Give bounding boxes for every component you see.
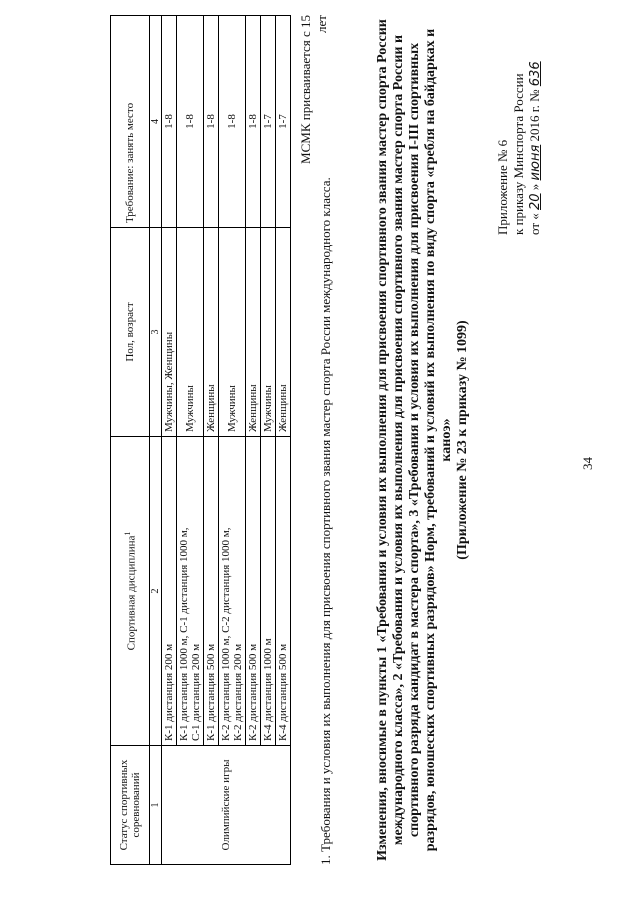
place-cell: 1-8: [204, 16, 219, 228]
appendix-line-2: к приказу Минспорта России: [511, 73, 526, 235]
table-row: [276, 16, 291, 865]
discipline-cell: [246, 437, 261, 746]
place-cell: 1-8: [162, 16, 177, 228]
status-cell: Олимпийские игры: [162, 746, 291, 865]
header-sex-age: Пол, возраст: [111, 228, 150, 437]
place-cell: 1-7: [276, 16, 291, 228]
sex-cell: Мужчины: [177, 228, 204, 437]
sex-cell: Женщины: [204, 228, 219, 437]
table-row: [162, 16, 177, 865]
requirements-table: [110, 15, 291, 865]
table-header-row: [111, 16, 150, 865]
date-month: июня: [528, 144, 543, 181]
discipline-cell: [204, 437, 219, 746]
appendix-header: [495, 15, 544, 235]
place-cell: 1-8: [177, 16, 204, 228]
discipline-cell: [276, 437, 291, 746]
sex-cell: Женщины: [276, 228, 291, 437]
table-row: [204, 16, 219, 865]
appendix-date-line: [527, 15, 544, 235]
msmk-note: МСМК присваивается с 15 лет: [298, 15, 329, 164]
place-cell: 1-7: [261, 16, 276, 228]
sex-cell: Мужчины: [261, 228, 276, 437]
header-requirement: Требование: занять место: [111, 16, 150, 228]
column-number: 4: [150, 16, 162, 228]
date-year: 2016 г. №: [527, 89, 542, 142]
discipline-line: К-1 дистанция 200 м: [163, 643, 175, 741]
appendix-line-1: Приложение № 6: [495, 139, 510, 235]
discipline-line: К-1 дистанция 1000 м, С-1 дистанция 1000 м,: [178, 527, 190, 741]
title-text: Изменения, вносимые в пункты 1 «Требования и условия их выполнения для присвоения спортивного звания мастер спорта России международного класса», 2 «Требования и условия их выполнения для присвоения спортивного звания мастер спорта России и спортивного разряда кандидат в мастера спорта», 3 «Требования и условия их выполнения для присвоения I-III спортивных разрядов, юношеских спортивных разрядов» Норм, требований и условий их выполнения по виду спорта «гребля на байдарках и каноэ»: [375, 19, 454, 861]
table-row: [246, 16, 261, 865]
discipline-cell: [261, 437, 276, 746]
table-row: [261, 16, 276, 865]
discipline-line: К-4 дистанция 1000 м: [262, 638, 274, 741]
discipline-line: К-1 дистанция 500 м: [205, 643, 217, 741]
order-number: 636: [528, 61, 543, 87]
place-cell: 1-8: [246, 16, 261, 228]
column-number: 1: [150, 746, 162, 865]
discipline-line: С-1 дистанция 200 м: [190, 643, 202, 741]
header-discipline-text: Спортивная дисциплина: [125, 535, 138, 651]
column-number: 3: [150, 228, 162, 437]
column-number: 2: [150, 437, 162, 746]
footnote-mark: 1: [122, 531, 132, 536]
discipline-cell: [162, 437, 177, 746]
discipline-line: К-4 дистанция 500 м: [277, 643, 289, 741]
title-subtitle: (Приложение № 23 к приказу № 1099): [455, 320, 470, 560]
header-discipline: [111, 437, 150, 746]
table-row: [219, 16, 246, 865]
sex-cell: Женщины: [246, 228, 261, 437]
date-prefix: от «: [527, 213, 542, 235]
discipline-cell: [177, 437, 204, 746]
discipline-cell: [219, 437, 246, 746]
sex-cell: Мужчины, Женщины: [162, 228, 177, 437]
place-cell: 1-8: [219, 16, 246, 228]
sex-cell: Мужчины: [219, 228, 246, 437]
rotated-page: [20, 5, 620, 885]
table-row: [177, 16, 204, 865]
header-status: Статус спортивных соревнований: [111, 746, 150, 865]
discipline-line: К-2 дистанция 1000 м, С-2 дистанция 1000 м,: [220, 527, 232, 741]
section-intro: 1. Требования и условия их выполнения для присвоения спортивного звания мастер спорта России международного класса.: [318, 177, 333, 865]
date-day: 20: [528, 193, 543, 210]
discipline-line: К-2 дистанция 500 м: [247, 643, 259, 741]
page-number: 34: [580, 457, 595, 470]
discipline-line: К-2 дистанция 200 м: [232, 643, 244, 741]
document-title: [375, 15, 471, 865]
column-number-row: [150, 16, 162, 865]
date-mid: »: [527, 183, 542, 191]
